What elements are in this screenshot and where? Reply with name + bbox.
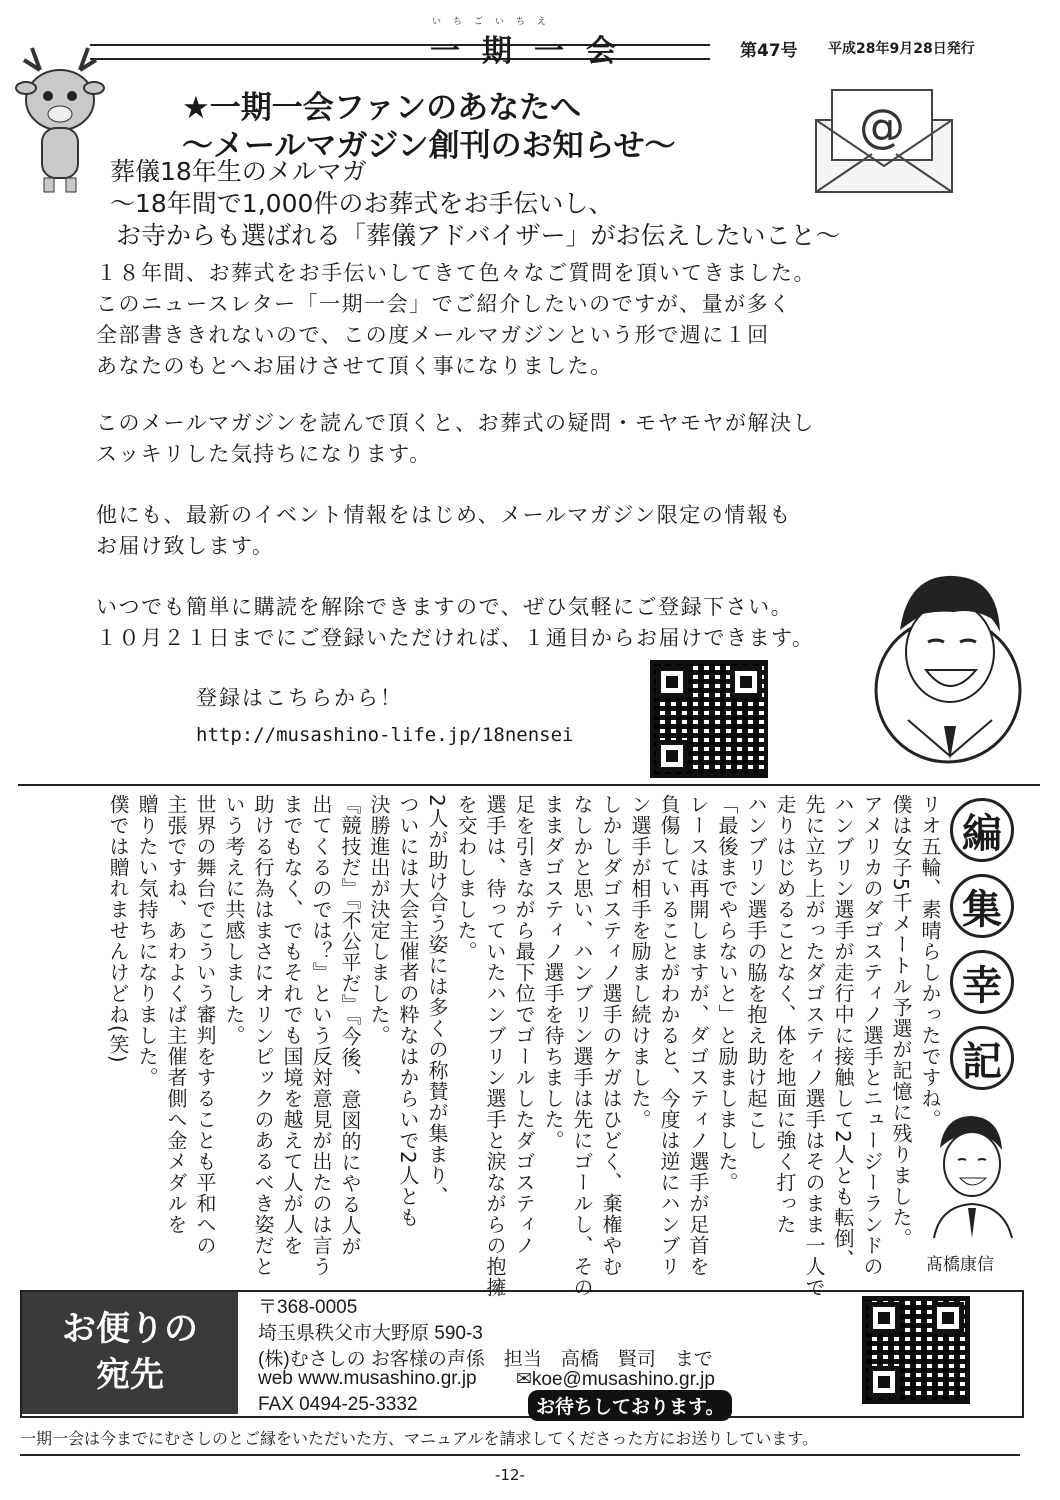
register-url[interactable]: http://musashino-life.jp/18nensei <box>196 724 574 746</box>
footer-rule <box>20 1454 1020 1456</box>
issue-date: 平成28年9月28日発行 <box>828 41 975 57</box>
address: 埼玉県秩父市大野原 590-3 <box>258 1323 483 1344</box>
distribution-note: 一期一会は今までにむさしのとご縁をいただいた方、マニュアルを請求してくださった方にお送りしています。 <box>20 1429 819 1448</box>
headline-line4: ～18年間で1,000件のお葬式をお手伝いし、 <box>110 189 614 218</box>
postal-code: 〒368-0005 <box>258 1297 358 1318</box>
author-portrait-icon <box>868 560 1028 770</box>
page-number: -12- <box>495 1466 525 1484</box>
qr-code-icon[interactable] <box>650 660 768 778</box>
editor-title-char: 記 <box>950 1026 1014 1090</box>
editor-name: 髙橋康信 <box>926 1255 994 1275</box>
editor-title-char: 幸 <box>950 950 1014 1014</box>
editor-title-char: 集 <box>950 874 1014 938</box>
deer-mascot-icon <box>10 40 110 200</box>
company-contact: (株)むさしの お客様の声係 担当 高橋 賢司 まで <box>258 1349 713 1370</box>
headline-line2: ～メールマガジン創刊のお知らせ～ <box>182 128 676 164</box>
issue-number: 第47号 <box>740 41 798 61</box>
footer-qr-code-icon[interactable] <box>862 1296 970 1404</box>
masthead-ruby: いちごいちえ <box>432 17 559 27</box>
editor-title-char: 編 <box>950 798 1014 862</box>
headline-line1: ★一期一会ファンのあなたへ <box>182 90 582 126</box>
body-paragraph-3: 他にも、最新のイベント情報をはじめ、メールマガジン限定の情報も お届け致します。 <box>96 503 792 558</box>
waiting-badge: お待ちしております。 <box>528 1390 732 1421</box>
register-label: 登録はこちらから！ <box>196 686 403 710</box>
contact-label: お便りの 宛先 <box>22 1292 238 1414</box>
editor-column-text: リオ五輪、素晴らしかったですね。 僕は女子5千メートル予選が記憶に残りました。 アメリカのダゴスティノ選手とニュージーランドの ハンブリン選手が走行中に接触して2人とも転倒、 先に立ち上がったダゴスティノ選手はそのまま一人で 走りはじめることなく、体を地面に強く打った ハンブリン選手の脇を抱え助け起こし 「最後までやらないと」と励ましました。 レースは再開しますが、ダゴスティノ選手が足首を 負傷していることがわかると、今度は逆にハンブリ ン選手が相手を励まし続けました。 しかしダゴスティノ選手のケガはひどく、棄権やむ なしかと思い、ハンブリン選手は先にゴールし、その ままダゴスティノ選手を待ちました。 足を引きながら最下位でゴールしたダゴスティノ 選手は、待っていたハンブリン選手と涙ながらの抱擁 を交わしました。 2人が助け合う姿には多くの称賛が集まり、 ついには大会主催者の粋なはからいで2人とも 決勝進出が決定しました。 『競技だ』『不公平だ』『今後、意図的にやる人が 出てくるのでは？』という反対意見が出たのは言う までもなく、でもそれでも国境を越えて人が人を 助ける行為はまさにオリンピックのあるべき姿だと いう考えに共感しました。 世界の舞台でこういう審判をすることも平和への 主張ですね、あわよくば主催者側へ金メダルを 贈りたい気持ちになりました。 僕では贈れませんけどね(笑) <box>106 794 942 1298</box>
website[interactable]: web www.musashino.gr.jp <box>258 1368 477 1389</box>
headline-line5: お寺からも選ばれる「葬儀アドバイザー」がお伝えしたいこと～ <box>116 221 841 250</box>
body-paragraph-2: このメールマガジンを読んで頂くと、お葬式の疑問・モヤモヤが解決し スッキリした気持ちになります。 <box>96 411 816 466</box>
body-paragraph-1: １８年間、お葬式をお手伝いしてきて色々なご質問を頂いてきました。 このニュースレター「一期一会」でご紹介したいのですが、量が多く 全部書ききれないので、この度メールマガジンという形で週に１回 あなたのもとへお届けさせて頂く事になりました。 <box>96 261 816 378</box>
mail-icon: ✉ <box>516 1369 532 1390</box>
fax-number: FAX 0494-25-3332 <box>258 1394 418 1415</box>
email-contact[interactable]: ✉koe@musashino.gr.jp <box>516 1369 715 1390</box>
svg-text:@: @ <box>859 99 905 153</box>
headline-line3: 葬儀18年生のメルマガ <box>110 157 367 186</box>
section-divider <box>18 784 1040 786</box>
masthead-title: 一期一会 <box>430 34 638 69</box>
envelope-at-icon <box>812 84 958 196</box>
body-paragraph-4: いつでも簡単に購読を解除できますので、ぜひ気軽にご登録下さい。 １０月２１日までにご登録いただければ、１通目からお届けできます。 <box>96 595 815 650</box>
editor-title <box>950 798 1014 1090</box>
